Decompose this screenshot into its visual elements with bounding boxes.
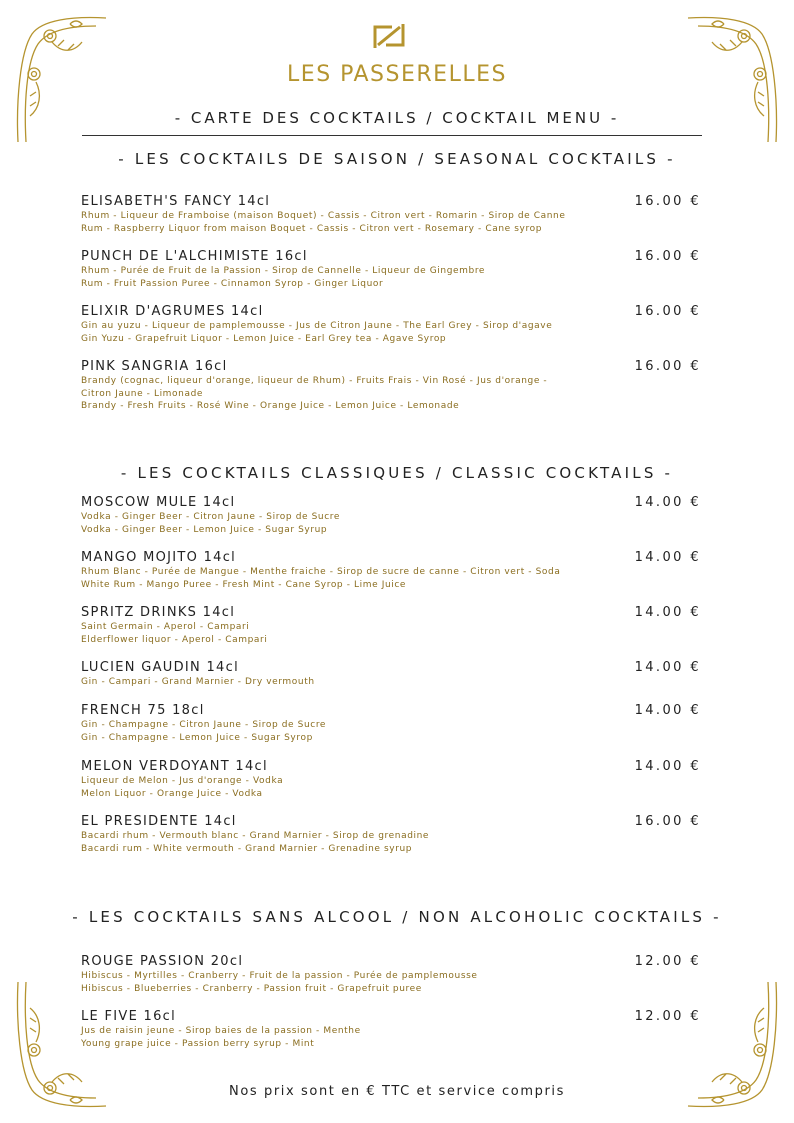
item-price: 14.00 € [634, 495, 701, 510]
passerelles-logo-icon [372, 21, 406, 51]
section-title-non-alcoholic: - LES COCKTAILS SANS ALCOOL / NON ALCOHOLIC COCKTAILS - [72, 908, 722, 926]
menu-item [81, 759, 701, 800]
menu-item [81, 194, 701, 235]
item-desc-fr: Liqueur de Melon - Jus d'orange - Vodka [81, 776, 284, 786]
menu-item [81, 814, 701, 855]
item-price: 16.00 € [634, 194, 701, 209]
menu-item [81, 605, 701, 646]
item-desc-en: Gin - Champagne - Lemon Juice - Sugar Syrop [81, 732, 313, 743]
item-price: 16.00 € [634, 304, 701, 319]
item-desc-fr: Gin au yuzu - Liqueur de pamplemousse - Jus de Citron Jaune - The Earl Grey - Sirop d'agave [81, 321, 553, 331]
item-desc-en: Gin Yuzu - Grapefruit Liquor - Lemon Juice - Earl Grey tea - Agave Syrop [81, 333, 447, 344]
item-desc-fr: Jus de raisin jeune - Sirop baies de la passion - Menthe [81, 1026, 361, 1036]
menu-item [81, 304, 701, 345]
item-desc-en: Vodka - Ginger Beer - Lemon Juice - Sugar Syrup [81, 524, 328, 535]
menu-item [81, 703, 701, 744]
item-desc-en: White Rum - Mango Puree - Fresh Mint - Cane Syrop - Lime Juice [81, 579, 407, 590]
item-name: ELIXIR D'AGRUMES 14cl [81, 304, 264, 319]
item-desc-en: Hibiscus - Blueberries - Cranberry - Passion fruit - Grapefruit puree [81, 983, 422, 994]
item-name: MELON VERDOYANT 14cl [81, 759, 268, 774]
item-desc-fr: Vodka - Ginger Beer - Citron Jaune - Sirop de Sucre [81, 512, 341, 522]
item-price: 14.00 € [634, 660, 701, 675]
item-desc-fr: Bacardi rhum - Vermouth blanc - Grand Marnier - Sirop de grenadine [81, 831, 430, 841]
item-price: 16.00 € [634, 814, 701, 829]
footer-note: Nos prix sont en € TTC et service compris [229, 1084, 565, 1099]
menu-item [81, 954, 701, 995]
item-desc-fr: Saint Germain - Aperol - Campari [81, 622, 250, 632]
item-name: MANGO MOJITO 14cl [81, 550, 237, 565]
item-desc-en: Elderflower liquor - Aperol - Campari [81, 634, 268, 645]
menu-item [81, 359, 701, 413]
item-name: FRENCH 75 18cl [81, 703, 205, 718]
section-title-classic: - LES COCKTAILS CLASSIQUES / CLASSIC COCKTAILS - [120, 464, 674, 482]
item-desc-en: Melon Liquor - Orange Juice - Vodka [81, 788, 263, 799]
menu-title: - CARTE DES COCKTAILS / COCKTAIL MENU - [174, 109, 620, 127]
divider [82, 135, 702, 136]
item-name: MOSCOW MULE 14cl [81, 495, 236, 510]
item-name: EL PRESIDENTE 14cl [81, 814, 237, 829]
item-name: SPRITZ DRINKS 14cl [81, 605, 236, 620]
item-desc-fr-cont: Citron Jaune - Limonade [81, 388, 204, 399]
item-desc-fr: Gin - Champagne - Citron Jaune - Sirop de Sucre [81, 720, 327, 730]
section-title-seasonal: - LES COCKTAILS DE SAISON / SEASONAL COCKTAILS - [118, 150, 676, 168]
item-desc-fr: Rhum Blanc - Purée de Mangue - Menthe fraiche - Sirop de sucre de canne - Citron vert - Soda [81, 567, 561, 577]
menu-item [81, 660, 701, 689]
item-name: LE FIVE 16cl [81, 1009, 177, 1024]
item-desc-en: Bacardi rum - White vermouth - Grand Marnier - Grenadine syrup [81, 843, 413, 854]
item-name: ELISABETH'S FANCY 14cl [81, 194, 271, 209]
item-desc-en: Young grape juice - Passion berry syrup - Mint [81, 1038, 315, 1049]
item-price: 14.00 € [634, 550, 701, 565]
item-price: 14.00 € [634, 605, 701, 620]
item-price: 12.00 € [634, 1009, 701, 1024]
item-price: 12.00 € [634, 954, 701, 969]
item-desc-fr: Brandy (cognac, liqueur d'orange, liqueur de Rhum) - Fruits Frais - Vin Rosé - Jus d'orange - [81, 376, 548, 386]
item-price: 16.00 € [634, 359, 701, 374]
brand-name: LES PASSERELLES [287, 62, 507, 87]
item-desc-fr: Rhum - Purée de Fruit de la Passion - Sirop de Cannelle - Liqueur de Gingembre [81, 266, 486, 276]
menu-item [81, 249, 701, 290]
item-price: 16.00 € [634, 249, 701, 264]
item-name: ROUGE PASSION 20cl [81, 954, 244, 969]
item-name: PUNCH DE L'ALCHIMISTE 16cl [81, 249, 308, 264]
item-desc-fr: Hibiscus - Myrtilles - Cranberry - Fruit de la passion - Purée de pamplemousse [81, 971, 478, 981]
item-desc-en: Rum - Fruit Passion Puree - Cinnamon Syrop - Ginger Liquor [81, 278, 384, 289]
item-name: LUCIEN GAUDIN 14cl [81, 660, 239, 675]
menu-item [81, 550, 701, 591]
menu-item [81, 1009, 701, 1050]
item-price: 14.00 € [634, 703, 701, 718]
item-desc-en: Rum - Raspberry Liquor from maison Boquet - Cassis - Citron vert - Rosemary - Cane syrop [81, 223, 543, 234]
item-desc: Gin - Campari - Grand Marnier - Dry vermouth [81, 677, 315, 687]
item-desc-en: Brandy - Fresh Fruits - Rosé Wine - Orange Juice - Lemon Juice - Lemonade [81, 401, 460, 411]
item-desc-fr: Rhum - Liqueur de Framboise (maison Boquet) - Cassis - Citron vert - Romarin - Sirop de Canne [81, 211, 566, 221]
item-name: PINK SANGRIA 16cl [81, 359, 228, 374]
item-price: 14.00 € [634, 759, 701, 774]
menu-item [81, 495, 701, 536]
